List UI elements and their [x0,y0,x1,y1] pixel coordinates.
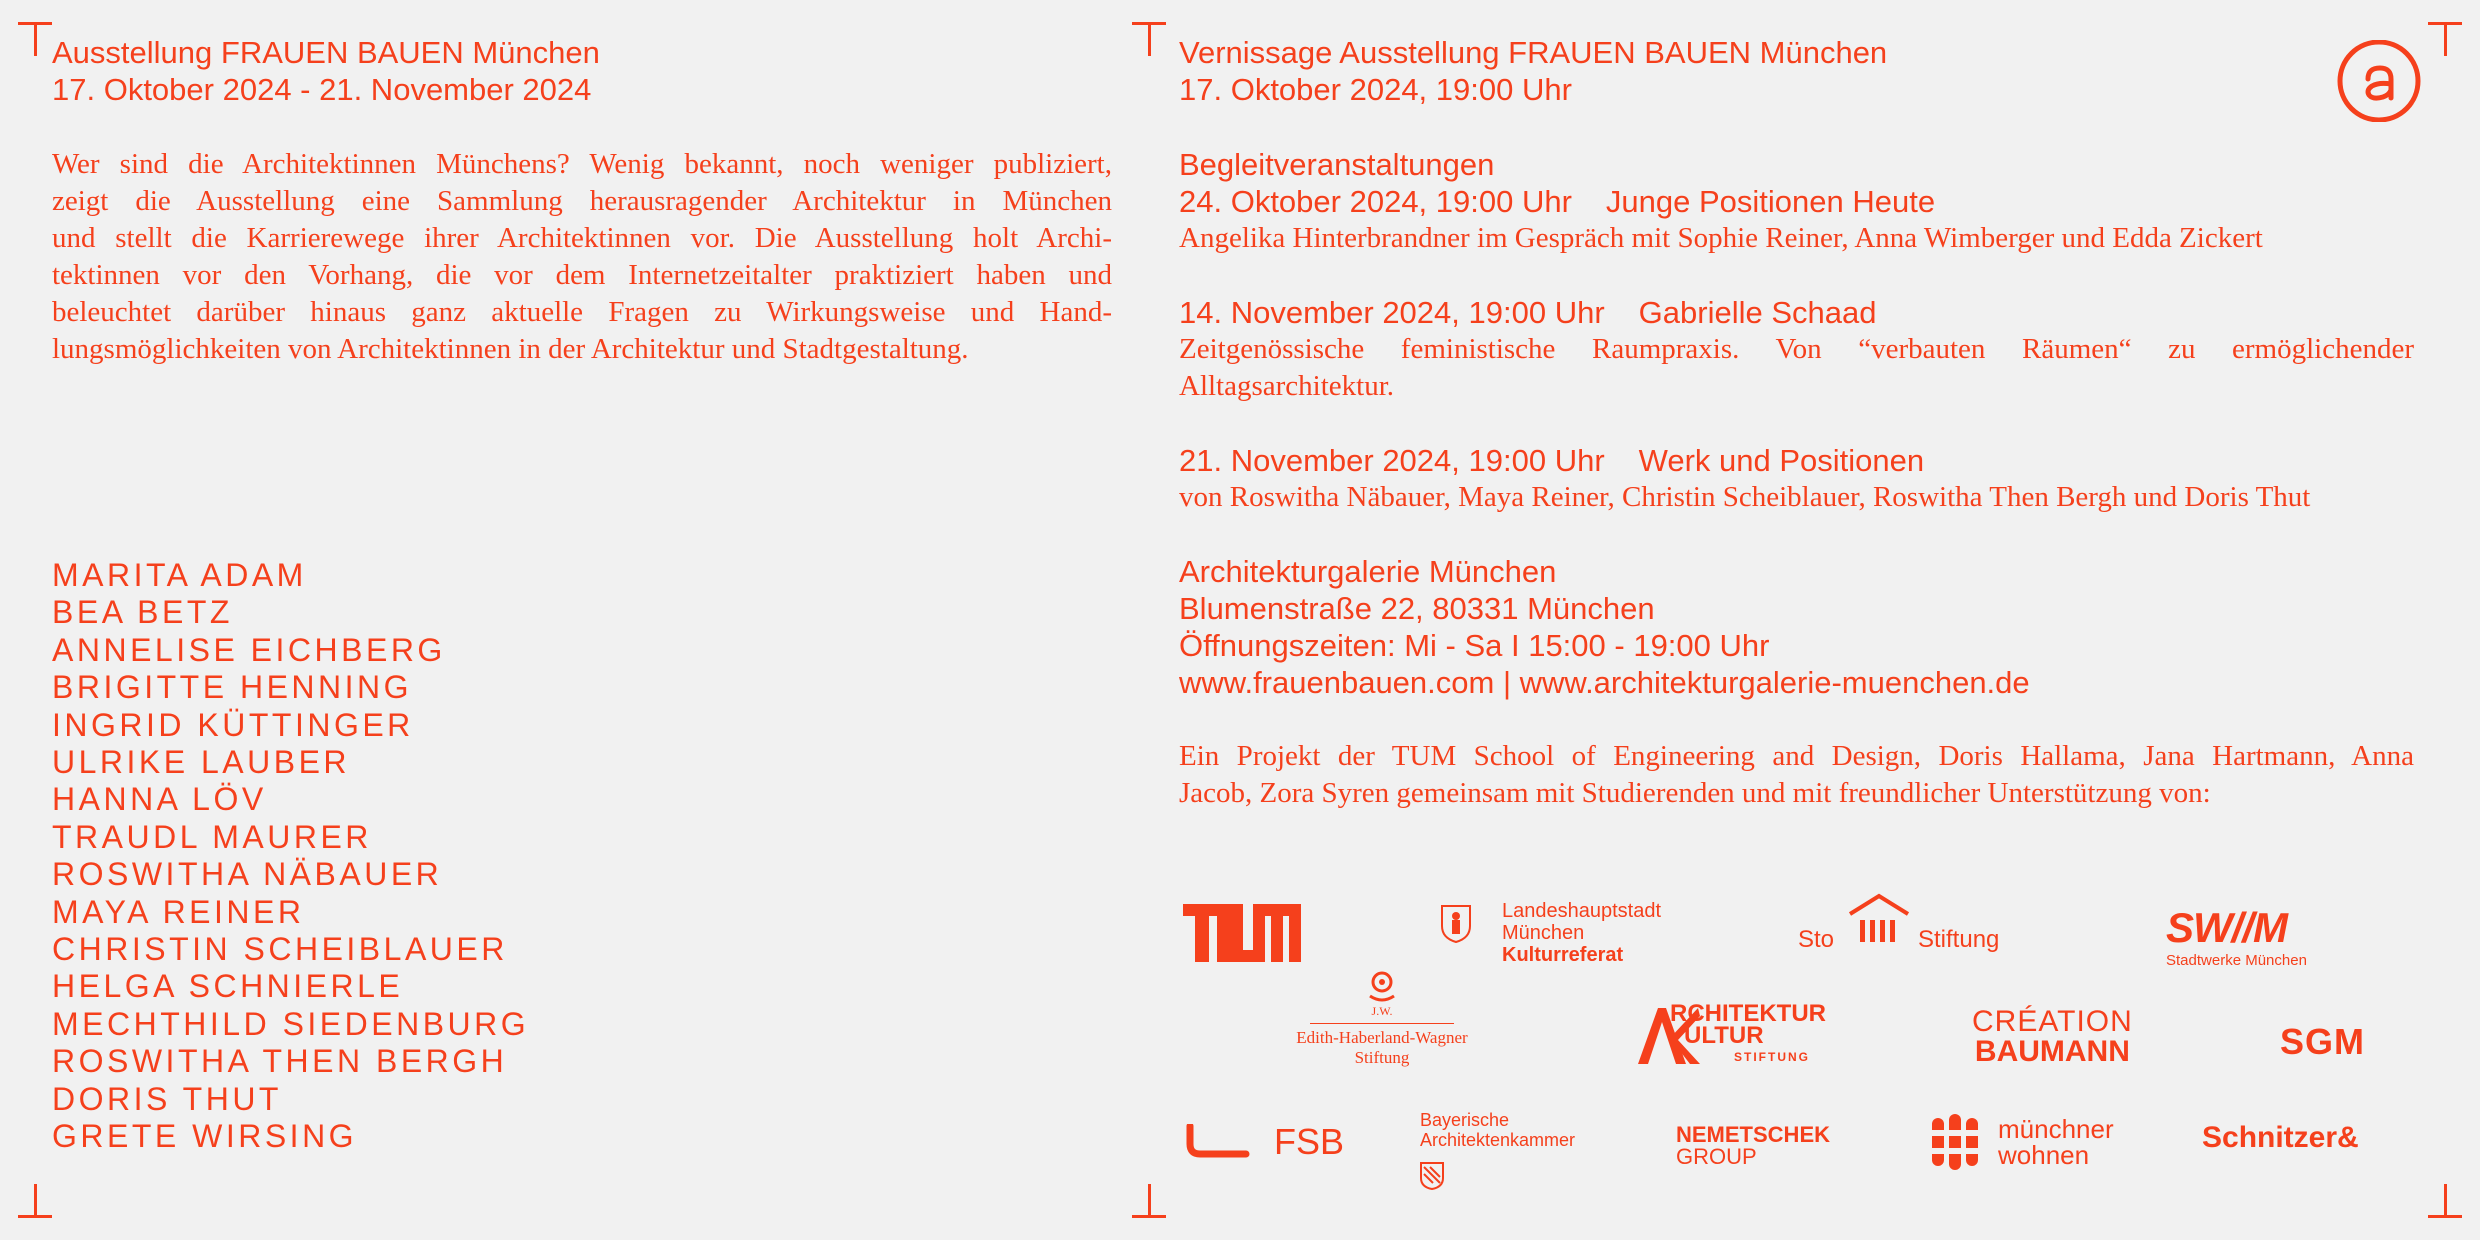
event-title: Gabrielle Schaad [1638,295,1877,330]
crop-mark-top-center [1132,22,1166,56]
venue-name: Architekturgalerie München [1179,554,1557,589]
architect-name: BRIGITTE HENNING [52,669,413,706]
crop-mark-bottom-left [18,1184,52,1218]
venue-info [1179,553,2414,701]
exhibition-title: Ausstellung FRAUEN BAUEN München 17. Oktober 2024 - 21. November 2024 [52,35,600,107]
architects-name-list [52,557,529,1156]
sto-house-icon [1846,892,1912,948]
architect-name: HANNA LÖV [52,781,267,818]
architect-name: ULRIKE LAUBER [52,744,351,781]
schnitzer-logo: Schnitzer& [2202,1121,2359,1154]
event-description: Zeitgenössische feministische Raumpraxis. Von “verbauten Räumen“ zu ermöglichender Alltagsarchitektur. [1179,333,2414,402]
vernissage-title: Vernissage Ausstellung FRAUEN BAUEN München 17. Oktober 2024, 19:00 Uhr [1179,35,1888,107]
edith-haberland-wagner-stiftung-logo: J.W. Edith-Haberland-Wagner Stiftung [1290,970,1474,1068]
right-column [1179,34,2414,812]
crop-mark-bottom-right [2428,1184,2462,1218]
architect-name: TRAUDL MAURER [52,818,372,855]
architektur-kultur-stiftung-logo: RCHITEKTUR ULTUR STIFTUNG [1636,1002,1826,1068]
event-date: 14. November 2024, 19:00 Uhr [1179,295,1605,330]
venue-address: Blumenstraße 22, 80331 München [1179,591,1655,626]
architect-name: HELGA SCHNIERLE [52,968,404,1005]
left-column [52,34,1112,368]
jw-emblem-icon [1362,970,1402,1004]
events-heading: Begleitveranstaltungen [1179,147,1495,182]
tum-logo [1183,904,1301,962]
architect-name: ROSWITHA THEN BERGH [52,1043,508,1080]
crop-mark-bottom-center [1132,1184,1166,1218]
crop-mark-top-left [18,22,52,56]
event-date: 21. November 2024, 19:00 Uhr [1179,443,1605,478]
event-title: Junge Positionen Heute [1605,184,1936,219]
nemetschek-group-logo: NEMETSCHEK GROUP [1676,1122,1831,1169]
event-description: Angelika Hinterbrandner im Gespräch mit Sophie Reiner, Anna Wimberger und Edda Zickert [1179,222,2263,254]
website-links[interactable]: www.frauenbauen.com | www.architekturgalerie-muenchen.de [1179,665,2030,700]
architect-name: MECHTHILD SIEDENBURG [52,1005,530,1042]
bavarian-coat-of-arms-icon [1420,1162,1444,1190]
architect-name: INGRID KÜTTINGER [52,706,414,743]
muenchen-coat-of-arms-icon [1440,902,1472,944]
opening-hours: Öffnungszeiten: Mi - Sa I 15:00 - 19:00 Uhr [1179,628,1770,663]
event-description: von Roswitha Näbauer, Maya Reiner, Christin Scheiblauer, Roswitha Then Bergh und Doris Thut [1179,481,2311,513]
architect-name: BEA BETZ [52,594,233,631]
muenchner-wohnen-logo: münchner wohnen [1930,1114,2130,1170]
exhibition-intro: Wer sind die Architektinnen Münchens? Wenig bekannt, noch weniger publiziert, zeigt die Ausstellung eine Sammlung herausragender Architektur in München und stellt die Karrierewege ihrer Architektinnen vor. Die Ausstellung holt Archi- tektinnen vor den Vorhang, die vor dem Internetzeitalter praktiziert haben und beleuchtet darüber hinaus ganz aktuelle Fragen zu Wirkungsweise und Hand- lungsmöglichkeiten von Architektinnen in der Architektur und Stadtgestaltung. [52,148,1112,365]
architect-name: GRETE WIRSING [52,1118,358,1155]
event-item [1179,183,2414,257]
event-item [1179,442,2414,516]
architect-name: DORIS THUT [52,1080,282,1117]
architect-name: ROSWITHA NÄBAUER [52,856,443,893]
credits-text: Ein Projekt der TUM School of Engineering and Design, Doris Hallama, Jana Hartmann, Anna Jacob, Zora Syren gemeinsam mit Studierenden und mit freundlicher Unterstützung von: [1179,740,2414,809]
event-date: 24. Oktober 2024, 19:00 Uhr [1179,184,1572,219]
muenchner-wohnen-icon [1930,1114,1980,1170]
architect-name: ANNELISE EICHBERG [52,631,446,668]
sto-stiftung-logo: Sto Stiftung [1798,892,2018,952]
sgm-logo: SGM [2280,1021,2366,1062]
event-item [1179,294,2414,405]
event-title: Werk und Positionen [1638,443,1925,478]
architect-name: CHRISTIN SCHEIBLAUER [52,931,508,968]
fsb-logo: FSB [1186,1120,1336,1164]
bayerische-architektenkammer-logo: Bayerische Architektenkammer [1420,1110,1575,1195]
crop-mark-top-right [2428,22,2462,56]
creation-baumann-logo: CRÉATION BAUMANN [1972,1005,2133,1068]
architect-name: MARITA ADAM [52,557,307,593]
architect-name: MAYA REINER [52,893,305,930]
fsb-handle-icon [1186,1124,1250,1158]
swm-logo: SW//M Stadtwerke München [2166,904,2307,969]
